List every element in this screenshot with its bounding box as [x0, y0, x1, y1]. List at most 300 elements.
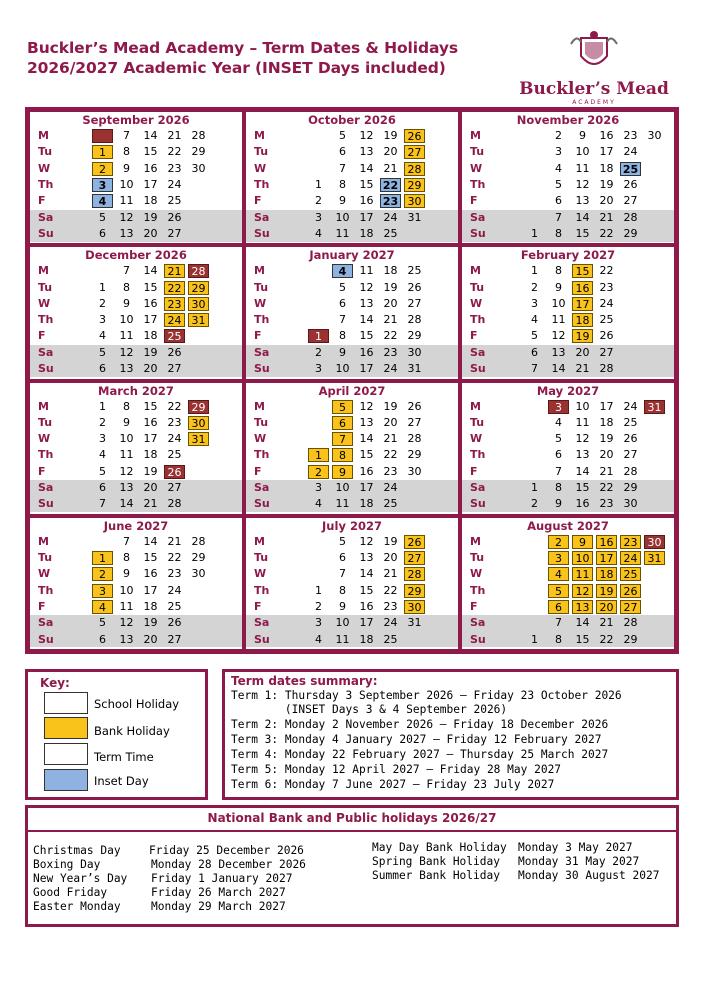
day-label: Th: [470, 448, 486, 462]
day-cell: 28: [623, 616, 638, 630]
day-cell: 13: [359, 415, 374, 429]
day-cell: 2: [531, 280, 538, 294]
day-cell: 5: [555, 432, 562, 446]
academy-logo: [508, 36, 680, 106]
day-cell: 17: [596, 551, 617, 565]
day-cell: 30: [188, 416, 209, 430]
day-cell: 16: [596, 535, 617, 549]
day-label: W: [470, 432, 483, 446]
term-summary-title: Term dates summary:: [231, 674, 378, 688]
day-cell: 26: [407, 399, 422, 413]
day-cell: 1: [315, 583, 322, 597]
day-cell: 12: [119, 464, 134, 478]
day-cell: 2: [308, 465, 329, 479]
holiday-date: Friday 1 January 2027: [151, 872, 293, 885]
day-cell: 21: [383, 432, 398, 446]
day-label: M: [38, 264, 49, 278]
day-cell: 11: [119, 448, 134, 462]
day-cell: 26: [167, 616, 182, 630]
day-cell: 15: [143, 145, 158, 159]
day-cell: 31: [407, 210, 422, 224]
day-label: Sa: [470, 345, 486, 359]
day-cell: 13: [575, 194, 590, 208]
month-name: August 2027: [527, 518, 609, 533]
day-cell: 15: [143, 551, 158, 565]
day-cell: 29: [623, 226, 638, 240]
day-cell: 15: [359, 583, 374, 597]
day-cell: 20: [599, 448, 614, 462]
day-cell: 5: [339, 129, 346, 142]
day-cell: 1: [315, 177, 322, 191]
day-label: Su: [38, 362, 54, 376]
day-label: Th: [254, 177, 270, 191]
day-cell: 22: [599, 481, 614, 494]
day-cell: 20: [596, 600, 617, 614]
day-cell: 2: [92, 162, 113, 176]
day-cell: 27: [404, 551, 425, 565]
day-cell: 4: [99, 448, 106, 462]
day-cell: 22: [167, 399, 182, 413]
day-cell: 6: [339, 145, 346, 159]
day-label: W: [38, 161, 51, 175]
day-cell: 20: [143, 632, 158, 646]
day-cell: 9: [332, 465, 353, 479]
day-cell: 9: [339, 345, 346, 359]
day-cell: 30: [191, 567, 206, 581]
day-cell: 5: [332, 400, 353, 414]
day-cell: 6: [339, 551, 346, 565]
day-cell: 10: [335, 481, 350, 494]
day-cell: 11: [572, 567, 593, 581]
day-cell: 11: [119, 599, 134, 613]
day-cell: 14: [143, 264, 158, 278]
day-cell: 28: [167, 497, 182, 511]
day-cell: 24: [599, 296, 614, 310]
day-cell: 12: [359, 399, 374, 413]
day-cell: 22: [599, 264, 614, 278]
day-cell: 10: [335, 362, 350, 376]
national-holidays-box: [25, 805, 679, 927]
day-cell: 26: [599, 329, 614, 343]
day-cell: 5: [99, 345, 106, 359]
day-cell: 27: [623, 448, 638, 462]
day-cell: 2: [315, 345, 322, 359]
day-cell: 6: [332, 416, 353, 430]
day-cell: 29: [191, 145, 206, 159]
day-label: W: [470, 567, 483, 581]
day-label: Su: [38, 497, 54, 511]
key-label-bank-holiday: Bank Holiday: [94, 724, 170, 738]
day-label: M: [470, 399, 481, 413]
day-cell: 9: [123, 567, 130, 581]
day-cell: 26: [623, 177, 638, 191]
holiday-date: Monday 3 May 2027: [518, 841, 633, 854]
day-label: Th: [254, 448, 270, 462]
day-label: F: [470, 599, 478, 613]
day-cell: 16: [599, 129, 614, 142]
day-cell: 19: [383, 280, 398, 294]
key-box: [25, 669, 208, 800]
day-cell: 23: [164, 297, 185, 311]
day-cell: 24: [167, 583, 182, 597]
day-cell: 12: [119, 210, 134, 224]
holiday-date: Monday 29 March 2027: [151, 900, 286, 913]
day-cell: 22: [599, 226, 614, 240]
day-cell: 30: [647, 129, 662, 142]
day-cell: 21: [383, 313, 398, 327]
day-cell: 28: [407, 432, 422, 446]
day-cell: 15: [575, 481, 590, 494]
day-cell: 25: [383, 226, 398, 240]
day-cell: 23: [620, 535, 641, 549]
month-block: [460, 110, 676, 245]
day-cell: 4: [555, 161, 562, 175]
day-cell: 20: [383, 551, 398, 565]
crest-icon: [569, 30, 619, 76]
day-label: Tu: [38, 280, 53, 294]
day-cell: 24: [623, 399, 638, 413]
day-cell: 18: [383, 264, 398, 278]
day-cell: 21: [167, 534, 182, 548]
holiday-name: May Day Bank Holiday: [372, 841, 507, 854]
day-cell: 24: [383, 210, 398, 224]
day-cell: 24: [383, 481, 398, 494]
day-cell: 25: [407, 264, 422, 278]
day-cell: 11: [551, 313, 566, 327]
day-cell: 3: [315, 481, 322, 494]
month-block: [460, 245, 676, 380]
day-cell: 4: [99, 329, 106, 343]
day-cell: 23: [383, 464, 398, 478]
day-label: F: [38, 464, 46, 478]
day-label: W: [470, 161, 483, 175]
day-cell: 15: [575, 226, 590, 240]
holiday-date: Friday 25 December 2026: [149, 844, 304, 857]
day-cell: 27: [407, 415, 422, 429]
key-label-term-time: Term Time: [94, 750, 154, 764]
day-cell: 20: [143, 226, 158, 240]
day-cell: 18: [359, 632, 374, 646]
day-cell: 8: [339, 177, 346, 191]
day-cell: 5: [99, 616, 106, 630]
day-cell: 20: [383, 145, 398, 159]
day-cell: [92, 129, 113, 143]
day-label: Th: [38, 583, 54, 597]
day-cell: 14: [551, 362, 566, 376]
day-cell: 2: [92, 567, 113, 581]
day-label: M: [470, 264, 481, 278]
day-cell: 15: [575, 632, 590, 646]
day-cell: 1: [531, 632, 538, 646]
day-cell: 19: [383, 399, 398, 413]
day-label: M: [38, 534, 49, 548]
day-cell: 12: [575, 432, 590, 446]
day-cell: 14: [575, 464, 590, 478]
day-cell: 21: [143, 497, 158, 511]
day-cell: 22: [167, 551, 182, 565]
day-cell: 30: [188, 297, 209, 311]
day-cell: 3: [92, 584, 113, 598]
day-cell: 25: [383, 497, 398, 511]
day-cell: 5: [531, 329, 538, 343]
day-label: Tu: [254, 145, 269, 159]
day-cell: 19: [596, 584, 617, 598]
day-cell: 11: [119, 329, 134, 343]
day-label: W: [254, 296, 267, 310]
month-block: [244, 245, 460, 380]
day-label: W: [38, 432, 51, 446]
day-cell: 7: [332, 432, 353, 446]
day-cell: 2: [99, 415, 106, 429]
day-cell: 25: [383, 632, 398, 646]
month-name: June 2027: [103, 518, 169, 533]
day-cell: 5: [555, 177, 562, 191]
day-cell: 26: [407, 280, 422, 294]
day-cell: 9: [339, 194, 346, 208]
day-cell: 5: [339, 280, 346, 294]
day-cell: 3: [548, 400, 569, 414]
day-cell: 20: [383, 415, 398, 429]
day-cell: 8: [555, 481, 562, 494]
day-label: Su: [254, 497, 270, 511]
title-line-1: Buckler’s Mead Academy – Term Dates & Holidays: [27, 39, 458, 57]
day-cell: 21: [599, 616, 614, 630]
day-cell: 9: [555, 280, 562, 294]
day-label: F: [470, 329, 478, 343]
day-label: Sa: [38, 210, 54, 224]
day-cell: 28: [599, 362, 614, 376]
day-cell: 4: [315, 497, 322, 511]
day-cell: 21: [164, 264, 185, 278]
day-cell: 20: [143, 481, 158, 494]
day-cell: 22: [383, 583, 398, 597]
month-name: April 2027: [318, 383, 386, 398]
day-cell: 30: [407, 345, 422, 359]
day-cell: 3: [315, 210, 322, 224]
day-cell: 28: [191, 534, 206, 548]
day-cell: 22: [167, 145, 182, 159]
day-cell: 4: [555, 415, 562, 429]
day-label: Tu: [470, 415, 485, 429]
day-cell: 4: [332, 264, 353, 278]
day-cell: 7: [531, 362, 538, 376]
day-cell: 10: [119, 177, 134, 191]
day-cell: 24: [383, 616, 398, 630]
day-cell: 13: [572, 600, 593, 614]
day-label: F: [254, 194, 262, 208]
day-label: Th: [38, 177, 54, 191]
day-cell: 1: [531, 264, 538, 278]
day-label: F: [254, 599, 262, 613]
day-cell: 18: [359, 497, 374, 511]
term-line: Term 6: Monday 7 June 2027 – Friday 23 July 2027: [231, 778, 555, 791]
day-cell: 23: [380, 194, 401, 208]
day-label: M: [254, 264, 265, 278]
holiday-name: Summer Bank Holiday: [372, 869, 500, 882]
holiday-name: Good Friday: [33, 886, 108, 899]
day-cell: 16: [143, 296, 158, 310]
day-cell: 5: [99, 210, 106, 224]
day-cell: 16: [575, 497, 590, 511]
day-cell: 11: [335, 226, 350, 240]
day-cell: 25: [620, 162, 641, 176]
day-cell: 17: [143, 583, 158, 597]
day-cell: 21: [575, 362, 590, 376]
day-cell: 14: [359, 567, 374, 581]
month-name: February 2027: [520, 248, 616, 263]
month-name: October 2026: [308, 113, 396, 127]
month-block: [28, 110, 244, 245]
day-cell: 8: [123, 399, 130, 413]
day-cell: 13: [119, 362, 134, 376]
key-title: Key:: [40, 676, 70, 690]
day-cell: 14: [575, 210, 590, 224]
day-cell: 11: [335, 497, 350, 511]
day-cell: 28: [623, 464, 638, 478]
day-cell: 17: [143, 177, 158, 191]
day-cell: 4: [315, 632, 322, 646]
day-label: Sa: [254, 481, 270, 494]
day-label: Tu: [470, 551, 485, 565]
day-cell: 13: [359, 145, 374, 159]
day-cell: 28: [191, 129, 206, 142]
day-cell: 29: [407, 329, 422, 343]
day-label: Tu: [254, 415, 269, 429]
day-cell: 4: [531, 313, 538, 327]
term-line: Term 5: Monday 12 April 2027 – Friday 28 May 2027: [231, 763, 562, 776]
day-cell: 30: [191, 161, 206, 175]
day-cell: 6: [555, 194, 562, 208]
day-cell: 29: [407, 448, 422, 462]
day-cell: 18: [143, 194, 158, 208]
day-cell: 24: [383, 362, 398, 376]
day-label: F: [254, 464, 262, 478]
term-line: Term 1: Thursday 3 September 2026 – Friday 23 October 2026: [231, 689, 622, 702]
day-cell: 26: [164, 465, 185, 479]
day-cell: 15: [572, 264, 593, 278]
day-label: Su: [470, 632, 486, 646]
day-cell: 19: [383, 534, 398, 548]
day-cell: 10: [575, 145, 590, 159]
day-label: Tu: [470, 280, 485, 294]
day-cell: 27: [599, 345, 614, 359]
month-name: July 2027: [322, 518, 382, 533]
day-cell: 9: [123, 161, 130, 175]
day-label: F: [38, 329, 46, 343]
day-cell: 30: [407, 464, 422, 478]
day-cell: 22: [599, 632, 614, 646]
day-cell: 21: [599, 210, 614, 224]
day-cell: 12: [359, 129, 374, 142]
day-cell: 19: [599, 177, 614, 191]
day-cell: 18: [599, 415, 614, 429]
day-cell: 22: [164, 281, 185, 295]
day-cell: 4: [548, 567, 569, 581]
day-cell: 24: [164, 313, 185, 327]
day-cell: 19: [599, 432, 614, 446]
day-cell: 11: [119, 194, 134, 208]
day-label: Su: [470, 362, 486, 376]
day-cell: 20: [575, 345, 590, 359]
day-label: Su: [254, 362, 270, 376]
month-block: [460, 516, 676, 651]
day-label: Sa: [470, 481, 486, 494]
day-cell: 6: [99, 362, 106, 376]
day-cell: 31: [407, 616, 422, 630]
day-cell: 7: [339, 567, 346, 581]
day-cell: 5: [99, 464, 106, 478]
day-cell: 16: [143, 567, 158, 581]
day-cell: 23: [167, 415, 182, 429]
day-cell: 31: [407, 362, 422, 376]
day-cell: 18: [143, 448, 158, 462]
holiday-date: Monday 30 August 2027: [518, 869, 660, 882]
day-cell: 27: [623, 194, 638, 208]
day-cell: 8: [339, 329, 346, 343]
holiday-name: Christmas Day: [33, 844, 121, 857]
day-cell: 8: [555, 226, 562, 240]
day-cell: 1: [308, 329, 329, 343]
national-holidays-title: National Bank and Public holidays 2026/27: [28, 808, 676, 832]
day-cell: 27: [167, 481, 182, 494]
day-label: Th: [470, 583, 486, 597]
day-label: W: [470, 296, 483, 310]
day-cell: 22: [380, 178, 401, 192]
day-cell: 9: [339, 599, 346, 613]
month-name: December 2026: [85, 248, 187, 263]
day-cell: 19: [143, 345, 158, 359]
day-label: Sa: [254, 345, 270, 359]
day-cell: 26: [404, 129, 425, 143]
day-cell: 17: [359, 362, 374, 376]
day-cell: 24: [167, 177, 182, 191]
holiday-date: Friday 26 March 2027: [151, 886, 286, 899]
day-cell: 11: [575, 415, 590, 429]
day-cell: 29: [404, 584, 425, 598]
day-label: W: [38, 567, 51, 581]
day-cell: 7: [555, 210, 562, 224]
day-cell: 29: [404, 178, 425, 192]
day-cell: 6: [99, 481, 106, 494]
day-cell: 12: [119, 616, 134, 630]
month-block: [28, 381, 244, 516]
day-cell: 20: [143, 362, 158, 376]
day-cell: 13: [359, 551, 374, 565]
day-cell: 17: [359, 210, 374, 224]
day-cell: 19: [143, 616, 158, 630]
day-cell: 27: [620, 600, 641, 614]
day-cell: 27: [167, 226, 182, 240]
term-time-swatch: [44, 743, 88, 765]
day-cell: 16: [143, 415, 158, 429]
day-label: M: [38, 399, 49, 413]
day-cell: 9: [123, 296, 130, 310]
month-name: September 2026: [82, 113, 190, 127]
day-cell: 27: [404, 145, 425, 159]
term-line: Term 4: Monday 22 February 2027 – Thursday 25 March 2027: [231, 748, 609, 761]
month-name: November 2026: [516, 113, 620, 127]
day-label: Th: [38, 313, 54, 327]
day-cell: 11: [335, 632, 350, 646]
month-name: January 2027: [309, 248, 395, 263]
calendar-grid: [25, 107, 679, 654]
day-cell: 7: [339, 313, 346, 327]
day-cell: 20: [383, 296, 398, 310]
day-cell: 14: [359, 432, 374, 446]
day-cell: 1: [531, 481, 538, 494]
day-cell: 10: [119, 313, 134, 327]
day-cell: 30: [623, 497, 638, 511]
